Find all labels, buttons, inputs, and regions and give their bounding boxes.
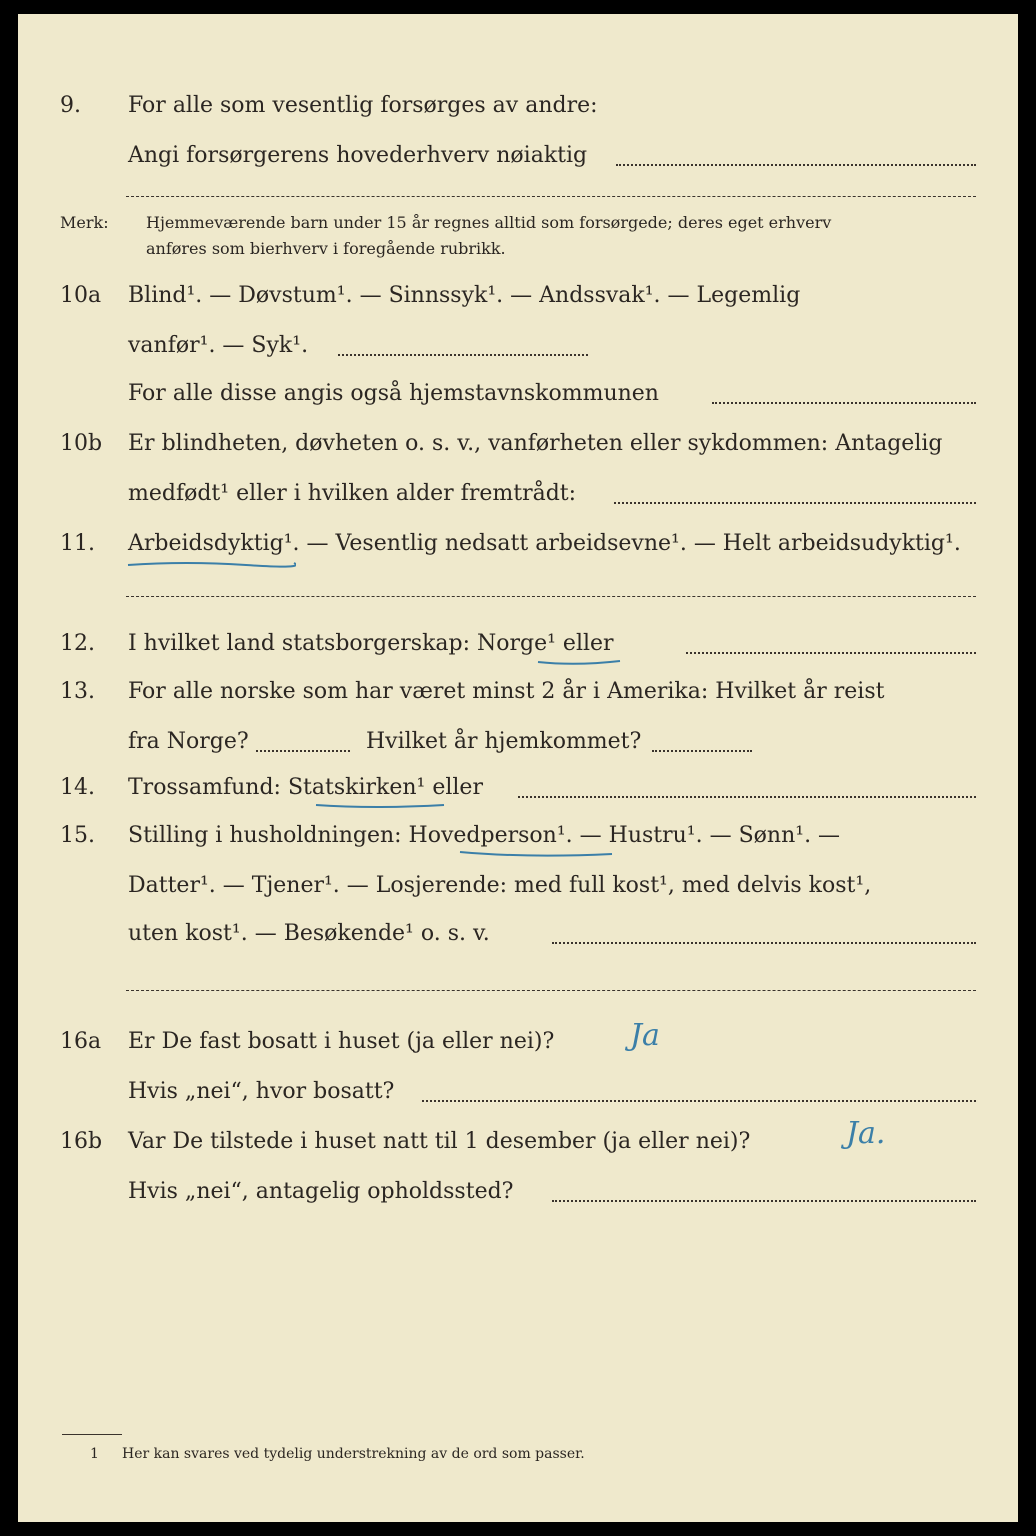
question-text: For alle som vesentlig forsørges av andre: <box>128 93 598 118</box>
question-number: 13. <box>60 679 95 704</box>
handwritten-underline <box>536 658 622 666</box>
handwritten-underline <box>314 802 446 810</box>
note-text: anføres som bierhverv i foregående rubrikk. <box>146 239 506 258</box>
handwritten-answer: Ja. <box>846 1116 886 1151</box>
question-number: 16b <box>60 1129 103 1154</box>
question-text: Arbeidsdyktig¹. — Vesentlig nedsatt arbeidsevne¹. — Helt arbeidsudyktig¹. <box>128 531 961 556</box>
question-text: Var De tilstede i huset natt til 1 desember (ja eller nei)? <box>128 1129 751 1154</box>
question-text: fra Norge? <box>128 729 249 754</box>
question-number: 10b <box>60 431 103 456</box>
answer-line <box>126 990 976 991</box>
footnote-mark: 1 <box>90 1446 99 1462</box>
question-number: 15. <box>60 823 95 848</box>
handwritten-underline <box>458 850 614 858</box>
handwritten-underline <box>126 560 296 568</box>
question-text: Er blindheten, døvheten o. s. v., vanførheten eller sykdommen: Antagelig <box>128 431 943 456</box>
answer-line <box>422 1100 976 1102</box>
question-number: 16a <box>60 1029 102 1054</box>
answer-line <box>518 796 976 798</box>
answer-line <box>256 750 350 752</box>
answer-line <box>652 750 752 752</box>
question-text: Hvis „nei“, antagelig opholdssted? <box>128 1179 514 1204</box>
answer-line <box>712 402 976 404</box>
answer-line <box>552 942 976 944</box>
question-text: Hvilket år hjemkommet? <box>366 729 642 754</box>
question-text: Stilling i husholdningen: Hovedperson¹. — Hustru¹. — Sønn¹. — <box>128 823 841 848</box>
question-text: vanfør¹. — Syk¹. <box>128 333 309 358</box>
note-label: Merk: <box>60 213 109 232</box>
question-text: medfødt¹ eller i hvilken alder fremtrådt: <box>128 481 577 506</box>
question-number: 10a <box>60 283 102 308</box>
question-text: For alle disse angis også hjemstavnskommunen <box>128 381 659 406</box>
note-text: Hjemmeværende barn under 15 år regnes alltid som forsørgede; deres eget erhverv <box>146 213 832 232</box>
question-text: Blind¹. — Døvstum¹. — Sinnssyk¹. — Andssvak¹. — Legemlig <box>128 283 801 308</box>
question-text: I hvilket land statsborgerskap: Norge¹ eller <box>128 631 614 656</box>
question-text: Er De fast bosatt i huset (ja eller nei)? <box>128 1029 555 1054</box>
question-text: Datter¹. — Tjener¹. — Losjerende: med full kost¹, med delvis kost¹, <box>128 873 872 898</box>
question-number: 14. <box>60 775 95 800</box>
footnote-text: Her kan svares ved tydelig understrekning av de ord som passer. <box>122 1446 585 1462</box>
answer-line <box>126 196 976 197</box>
question-text: Angi forsørgerens hovederhverv nøiaktig <box>128 143 588 168</box>
question-number: 9. <box>60 93 81 118</box>
question-text: Trossamfund: Statskirken¹ eller <box>128 775 483 800</box>
answer-line <box>552 1200 976 1202</box>
question-number: 12. <box>60 631 95 656</box>
question-text: uten kost¹. — Besøkende¹ o. s. v. <box>128 921 490 946</box>
answer-line <box>126 596 976 597</box>
answer-line <box>686 652 976 654</box>
handwritten-answer: Ja <box>630 1018 660 1053</box>
answer-line <box>338 354 588 356</box>
census-form-page <box>18 14 1018 1522</box>
footnote-rule <box>62 1434 122 1435</box>
question-text: Hvis „nei“, hvor bosatt? <box>128 1079 395 1104</box>
question-number: 11. <box>60 531 95 556</box>
question-text: For alle norske som har været minst 2 år i Amerika: Hvilket år reist <box>128 679 885 704</box>
answer-line <box>614 502 976 504</box>
answer-line <box>616 164 976 166</box>
